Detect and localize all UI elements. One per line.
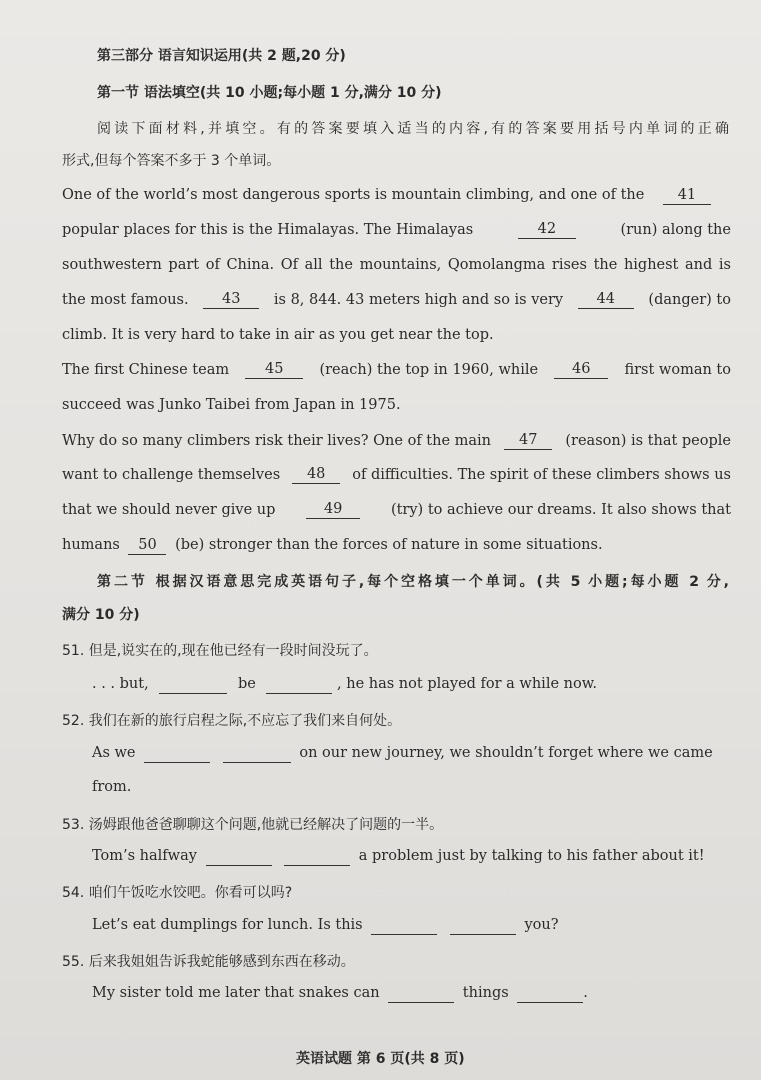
q54-english: Let’s eat dumplings for lunch. Is this you?: [92, 917, 559, 933]
q55-chinese: 55. 后来我姐姐告诉我蛇能够感到东西在移动。: [62, 954, 355, 970]
q51-english: . . . but, be , he has not played for a while now.: [92, 676, 598, 692]
passage-line: climb. It is very hard to take in air as you get near the top.: [62, 327, 494, 343]
q55-english: My sister told me later that snakes can things .: [92, 985, 588, 1001]
q53-chinese: 53. 汤姆跟他爸爸聊聊这个问题,他就已经解决了问题的一半。: [62, 817, 444, 833]
passage-line: One of the world’s most dangerous sports is mountain climbing, and one of the 41: [62, 187, 711, 205]
q53-blank-1[interactable]: [206, 849, 272, 866]
q54-chinese: 54. 咱们午饭吃水饺吧。你看可以吗?: [62, 885, 293, 901]
blank-42[interactable]: 42: [518, 222, 576, 239]
passage-line: want to challenge themselves 48 of difficulties. The spirit of these climbers shows us: [62, 466, 731, 483]
instructions-line-2: 形式,但每个答案不多于 3 个单词。: [62, 153, 281, 169]
q53-blank-2[interactable]: [284, 849, 350, 866]
q52-english-cont: from.: [92, 779, 132, 795]
q52-chinese: 52. 我们在新的旅行启程之际,不应忘了我们来自何处。: [62, 713, 402, 729]
blank-43[interactable]: 43: [203, 292, 259, 309]
q51-blank-2[interactable]: [266, 677, 332, 694]
blank-48[interactable]: 48: [292, 467, 340, 484]
q52-blank-2[interactable]: [223, 746, 291, 763]
q52-english: As we on our new journey, we shouldn’t forget where we came: [92, 745, 713, 761]
q54-blank-2[interactable]: [450, 918, 516, 935]
passage-line: The first Chinese team 45 (reach) the top in 1960, while 46 first woman to: [62, 361, 731, 378]
passage-line: popular places for this is the Himalayas. The Himalayas 42 (run) along the: [62, 221, 731, 238]
passage-line: succeed was Junko Taibei from Japan in 1975.: [62, 397, 401, 413]
passage-line: the most famous. 43 is 8, 844. 43 meters high and so is very 44 (danger) to: [62, 291, 731, 308]
section1-title: 第一节 语法填空(共 10 小题;每小题 1 分,满分 10 分): [97, 85, 442, 101]
blank-46[interactable]: 46: [554, 362, 608, 379]
passage-line: that we should never give up 49 (try) to achieve our dreams. It also shows that: [62, 501, 731, 518]
q55-blank-2[interactable]: [517, 986, 583, 1003]
q54-blank-1[interactable]: [371, 918, 437, 935]
q55-blank-1[interactable]: [388, 986, 454, 1003]
q52-blank-1[interactable]: [144, 746, 210, 763]
page-footer: 英语试题 第 6 页(共 8 页): [296, 1051, 465, 1067]
q51-chinese: 51. 但是,说实在的,现在他已经有一段时间没玩了。: [62, 643, 378, 659]
blank-50[interactable]: 50: [128, 538, 166, 555]
instructions-line-1: 阅读下面材料,并填空。有的答案要填入适当的内容,有的答案要用括号内单词的正确: [97, 121, 729, 137]
passage-line: humans 50 (be) stronger than the forces of nature in some situations.: [62, 537, 603, 553]
q53-english: Tom’s halfway a problem just by talking to his father about it!: [92, 848, 705, 864]
passage-line: southwestern part of China. Of all the mountains, Qomolangma rises the highest and is: [62, 257, 731, 273]
q51-blank-1[interactable]: [159, 677, 227, 694]
section2-title-line-2: 满分 10 分): [62, 607, 140, 623]
blank-45[interactable]: 45: [245, 362, 303, 379]
blank-41[interactable]: 41: [663, 188, 711, 205]
blank-49[interactable]: 49: [306, 502, 360, 519]
section2-title-line-1: 第二节 根据汉语意思完成英语句子,每个空格填一个单词。(共 5 小题;每小题 2 分,: [97, 574, 729, 590]
blank-47[interactable]: 47: [504, 433, 552, 450]
part3-title: 第三部分 语言知识运用(共 2 题,20 分): [97, 48, 346, 64]
passage-line: Why do so many climbers risk their lives? One of the main 47 (reason) is that people: [62, 432, 731, 449]
blank-44[interactable]: 44: [578, 292, 634, 309]
